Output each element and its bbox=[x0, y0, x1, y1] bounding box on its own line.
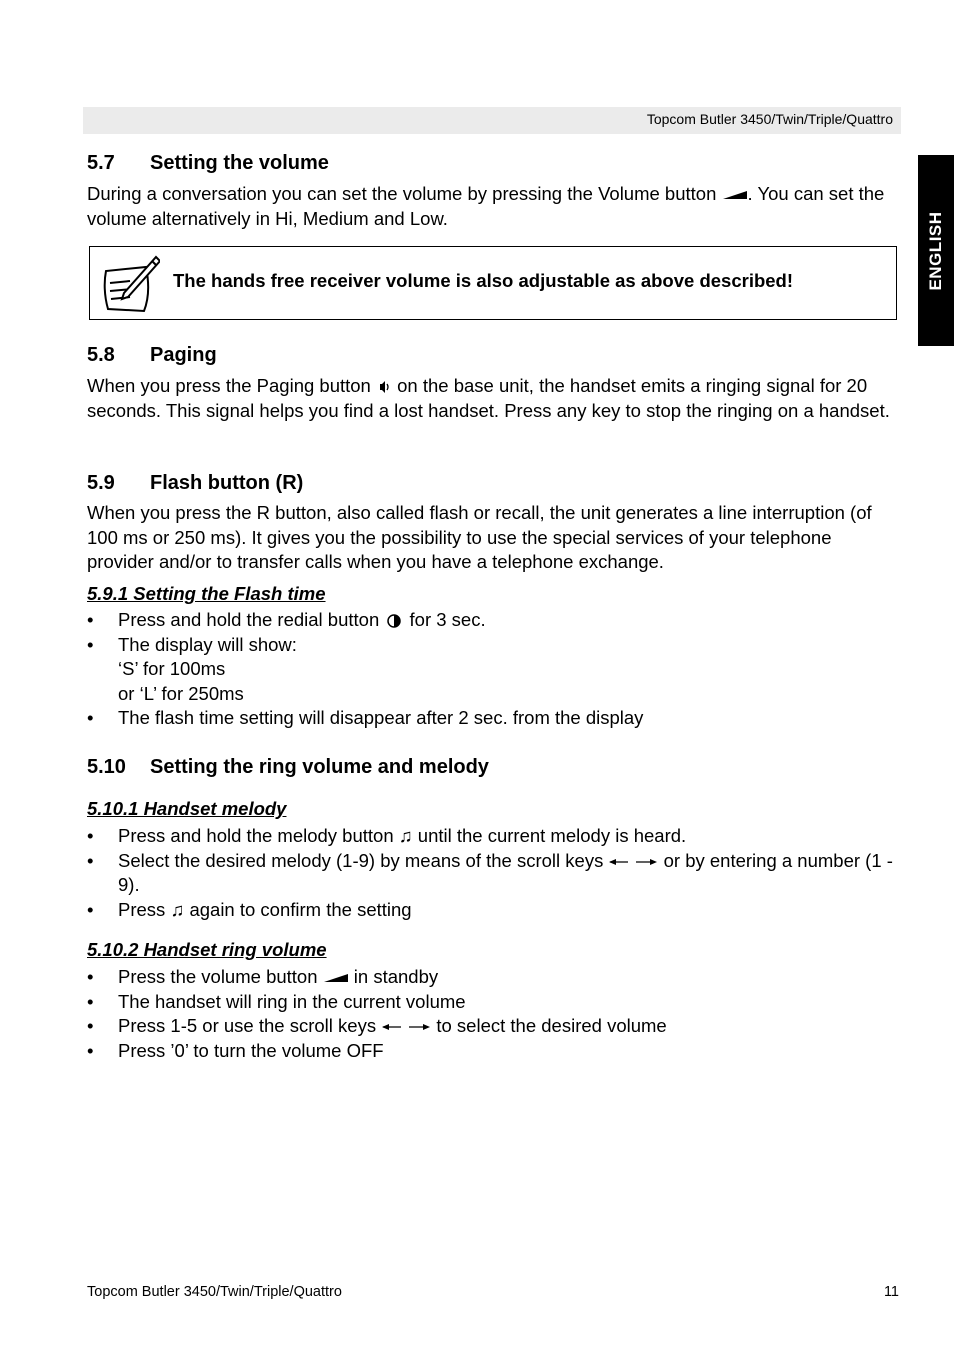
section-title: Flash button (R) bbox=[150, 472, 304, 494]
section-title: Paging bbox=[150, 344, 217, 366]
melody-icon: ♫ bbox=[170, 898, 185, 920]
bullet: • bbox=[87, 1039, 94, 1061]
section-5-8-heading bbox=[87, 344, 217, 367]
bullet: • bbox=[87, 825, 94, 846]
paragraph-text: When you press the Paging button bbox=[87, 375, 371, 396]
list-item-text: in standby bbox=[353, 966, 439, 987]
page-number: 11 bbox=[883, 1284, 899, 1300]
paragraph-text: . You can set the volume alternatively in Hi, Medium and Low. bbox=[87, 183, 885, 229]
bullet: • bbox=[87, 1015, 94, 1037]
list-item bbox=[87, 965, 899, 990]
list-item bbox=[87, 1039, 899, 1064]
list-item bbox=[87, 1014, 899, 1039]
paragraph-text: During a conversation you can set the volume by pressing the Volume button bbox=[87, 183, 717, 204]
list-item bbox=[87, 898, 899, 923]
section-title: Setting the ring volume and melody bbox=[150, 756, 489, 778]
header-bar bbox=[83, 107, 901, 134]
subsection-5-10-2-heading: 5.10.2 Handset ring volume bbox=[87, 939, 327, 960]
volume-wedge-icon bbox=[722, 189, 748, 201]
section-5-9-heading bbox=[87, 472, 303, 495]
redial-icon bbox=[384, 613, 404, 629]
paging-icon bbox=[376, 380, 392, 394]
note-text: The hands free receiver volume is also adjustable as above described! bbox=[173, 270, 794, 291]
list-item-text: The flash time setting will disappear after 2 sec. from the display bbox=[118, 707, 644, 729]
list-item-text: Press the volume button bbox=[118, 966, 318, 987]
bullet: • bbox=[87, 990, 94, 1012]
section-5-10-heading bbox=[87, 756, 489, 779]
language-tab bbox=[918, 155, 954, 346]
list-item-text: until the current melody is heard. bbox=[417, 825, 687, 846]
list-item-text: or ‘L’ for 250ms bbox=[118, 682, 244, 704]
list-item-text: Press 1-5 or use the scroll keys bbox=[118, 1015, 377, 1037]
flash-time-list bbox=[87, 608, 899, 731]
bullet: • bbox=[87, 707, 94, 729]
list-item bbox=[87, 633, 899, 707]
section-number: 5.8 bbox=[87, 344, 115, 366]
scroll-arrows-icon bbox=[381, 1022, 431, 1032]
section-number: 5.7 bbox=[87, 152, 115, 174]
volume-wedge-icon bbox=[323, 972, 349, 984]
bullet: • bbox=[87, 898, 94, 920]
list-item-text: ‘S’ for 100ms bbox=[118, 658, 226, 680]
subsection-5-10-1-heading: 5.10.1 Handset melody bbox=[87, 798, 287, 819]
list-item bbox=[87, 824, 899, 849]
melody-list bbox=[87, 824, 899, 922]
subsection-5-9-1-heading: 5.9.1 Setting the Flash time bbox=[87, 583, 326, 604]
list-item bbox=[87, 608, 899, 633]
list-item-text: Press and hold the melody button bbox=[118, 825, 394, 846]
list-item bbox=[87, 990, 899, 1015]
section-number: 5.9 bbox=[87, 472, 115, 494]
bullet: • bbox=[87, 849, 94, 871]
list-item-text: Select the desired melody (1-9) by means of the scroll keys bbox=[118, 849, 604, 871]
list-item-text: or by entering a number (1 - 9). bbox=[118, 849, 893, 896]
list-item-text: The display will show: bbox=[118, 633, 297, 655]
ring-volume-list bbox=[87, 965, 899, 1063]
notepad-pencil-icon bbox=[100, 253, 160, 313]
language-tab-label: ENGLISH bbox=[926, 210, 945, 291]
bullet: • bbox=[87, 966, 94, 987]
footer-product: Topcom Butler 3450/Twin/Triple/Quattro bbox=[87, 1284, 342, 1300]
section-number: 5.10 bbox=[87, 756, 126, 778]
section-title: Setting the volume bbox=[150, 152, 329, 174]
bullet: • bbox=[87, 609, 94, 630]
header-product: Topcom Butler 3450/Twin/Triple/Quattro bbox=[646, 111, 893, 127]
scroll-arrows-icon bbox=[608, 857, 658, 867]
section-5-9-paragraph: When you press the R button, also called flash or recall, the unit generates a line interruption (of 100 ms or 250 ms). It gives you the possibility to use the special services of your telephone provider and/or to transfer calls when you have a telephone exchange. bbox=[87, 502, 872, 573]
section-5-7-paragraph bbox=[87, 182, 899, 231]
list-item-text: Press bbox=[118, 898, 166, 920]
list-item-text: for 3 sec. bbox=[409, 609, 486, 630]
bullet: • bbox=[87, 633, 94, 655]
list-item-text: The handset will ring in the current volume bbox=[118, 990, 466, 1012]
list-item-text: Press and hold the redial button bbox=[118, 609, 380, 630]
melody-icon: ♫ bbox=[398, 825, 413, 846]
note-box bbox=[89, 246, 897, 320]
section-5-7-heading bbox=[87, 152, 329, 175]
list-item bbox=[87, 706, 899, 731]
list-item bbox=[87, 849, 899, 898]
section-5-8-paragraph bbox=[87, 374, 899, 423]
paragraph-text: on the base unit, the handset emits a ringing signal for 20 seconds. This signal helps you find a lost handset. Press any key to stop the ringing on a handset. bbox=[87, 375, 890, 421]
list-item-text: to select the desired volume bbox=[436, 1015, 667, 1037]
list-item-text: again to confirm the setting bbox=[189, 898, 412, 920]
list-item-text: Press ’0’ to turn the volume OFF bbox=[118, 1039, 384, 1061]
